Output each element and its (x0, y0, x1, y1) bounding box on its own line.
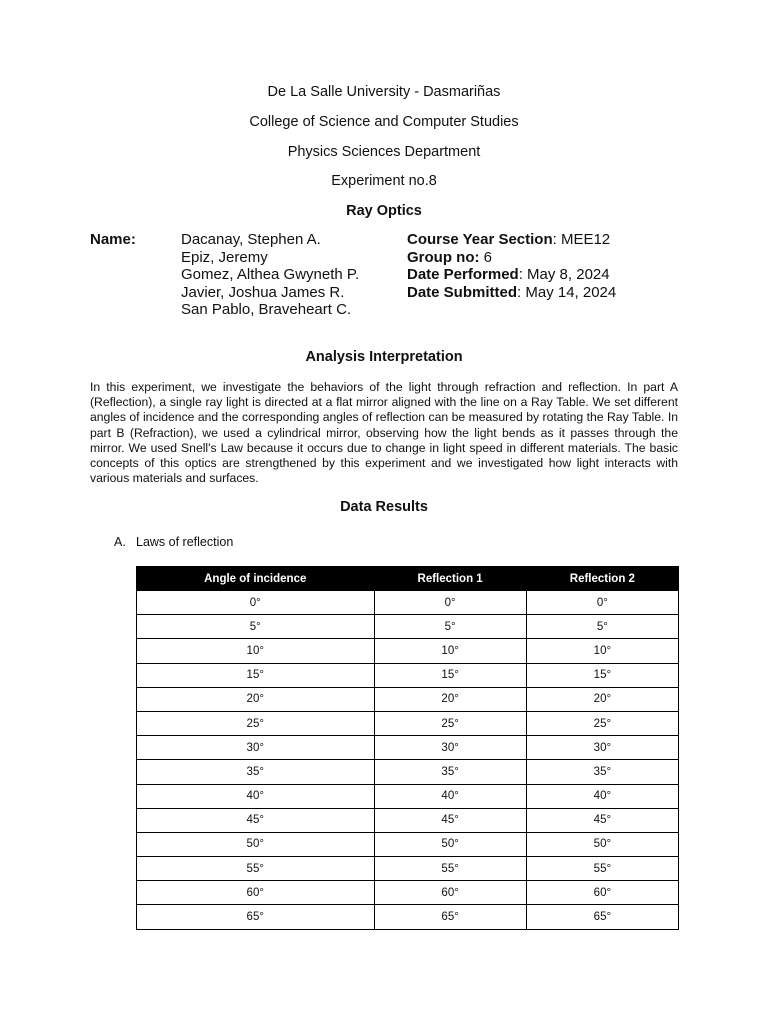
table-cell: 40° (526, 784, 678, 808)
document-title: Ray Optics (346, 203, 422, 219)
table-cell: 40° (374, 784, 526, 808)
table-cell: 10° (137, 639, 375, 663)
university-name: De La Salle University - Dasmariñas (267, 84, 501, 100)
table-row (137, 784, 679, 808)
section-label (114, 535, 233, 549)
table-row (137, 832, 679, 856)
reflection-table (136, 566, 679, 930)
table-row (137, 736, 679, 760)
table-row (137, 639, 679, 663)
table-cell: 20° (137, 687, 375, 711)
table-cell: 50° (526, 832, 678, 856)
table-row (137, 881, 679, 905)
table-cell: 65° (374, 905, 526, 929)
table-cell: 40° (137, 784, 375, 808)
table-cell: 0° (526, 591, 678, 615)
table-cell: 45° (374, 808, 526, 832)
table-cell: 60° (137, 881, 375, 905)
table-row (137, 687, 679, 711)
table-cell: 60° (526, 881, 678, 905)
table-header-row (137, 567, 679, 591)
department-name: Physics Sciences Department (287, 144, 481, 160)
table-cell: 10° (526, 639, 678, 663)
table-cell: 25° (374, 711, 526, 735)
table-row (137, 905, 679, 929)
date-performed: Date Performed: May 8, 2024 (407, 266, 610, 283)
table-cell: 5° (374, 615, 526, 639)
section-letter: A. (114, 535, 126, 549)
table-cell: 0° (374, 591, 526, 615)
table-cell: 0° (137, 591, 375, 615)
table-cell: 55° (526, 857, 678, 881)
table-cell: 15° (374, 663, 526, 687)
course-year-section: Course Year Section: MEE12 (407, 231, 611, 248)
table-cell: 25° (526, 711, 678, 735)
college-name: College of Science and Computer Studies (249, 114, 519, 130)
table-cell: 25° (137, 711, 375, 735)
table-row (137, 808, 679, 832)
member-name: Epiz, Jeremy (181, 248, 268, 266)
results-heading: Data Results (340, 499, 428, 515)
member-name: Dacanay, Stephen A. (181, 231, 321, 248)
date-submitted: Date Submitted: May 14, 2024 (407, 283, 617, 301)
member-name: Javier, Joshua James R. (181, 283, 345, 301)
experiment-meta (407, 231, 616, 301)
table-cell: 65° (526, 905, 678, 929)
table-cell: 10° (374, 639, 526, 663)
section-title: Laws of reflection (136, 535, 234, 549)
table-cell: 50° (374, 832, 526, 856)
table-cell: 60° (374, 881, 526, 905)
column-header-reflection-2: Reflection 2 (526, 567, 678, 591)
member-name: Gomez, Althea Gwyneth P. (181, 266, 360, 283)
experiment-number: Experiment no.8 (331, 173, 437, 189)
table-cell: 20° (526, 687, 678, 711)
table-row (137, 615, 679, 639)
table-cell: 35° (526, 760, 678, 784)
analysis-paragraph: In this experiment, we investigate the behaviors of the light through refraction and reflection. In part A (Reflection), a single ray light is directed at a flat mirror aligned with the line on a Ray Table. We set different angles of incidence and the corresponding angles of reflection can be measured by rotating the Ray Table. In part B (Refraction), we used a cylindrical mirror, observing how the light bends as it passes through the mirror. We used Snell's Law because it occurs due to change in light speed in different materials. The basic concepts of this optics are strengthened by this experiment and we investigated how light interacts with various materials and surfaces. (90, 380, 678, 486)
member-name: San Pablo, Braveheart C. (181, 301, 352, 318)
table-cell: 55° (137, 857, 375, 881)
table-cell: 35° (374, 760, 526, 784)
table-cell: 55° (374, 857, 526, 881)
table-cell: 65° (137, 905, 375, 929)
table-cell: 5° (137, 615, 375, 639)
table-cell: 15° (137, 663, 375, 687)
table-cell: 30° (374, 736, 526, 760)
table-cell: 20° (374, 687, 526, 711)
analysis-heading: Analysis Interpretation (305, 349, 463, 365)
table-cell: 45° (137, 808, 375, 832)
group-number: Group no: 6 (407, 248, 492, 266)
table-cell: 30° (137, 736, 375, 760)
table-row (137, 591, 679, 615)
table-row (137, 663, 679, 687)
table-row (137, 857, 679, 881)
column-header-incidence: Angle of incidence (137, 567, 375, 591)
table-cell: 5° (526, 615, 678, 639)
table-cell: 35° (137, 760, 375, 784)
table-row (137, 711, 679, 735)
column-header-reflection-1: Reflection 1 (374, 567, 526, 591)
table-row (137, 760, 679, 784)
table-cell: 45° (526, 808, 678, 832)
table-cell: 50° (137, 832, 375, 856)
name-label: Name: (90, 231, 136, 248)
table-cell: 30° (526, 736, 678, 760)
table-cell: 15° (526, 663, 678, 687)
member-list (181, 231, 359, 319)
